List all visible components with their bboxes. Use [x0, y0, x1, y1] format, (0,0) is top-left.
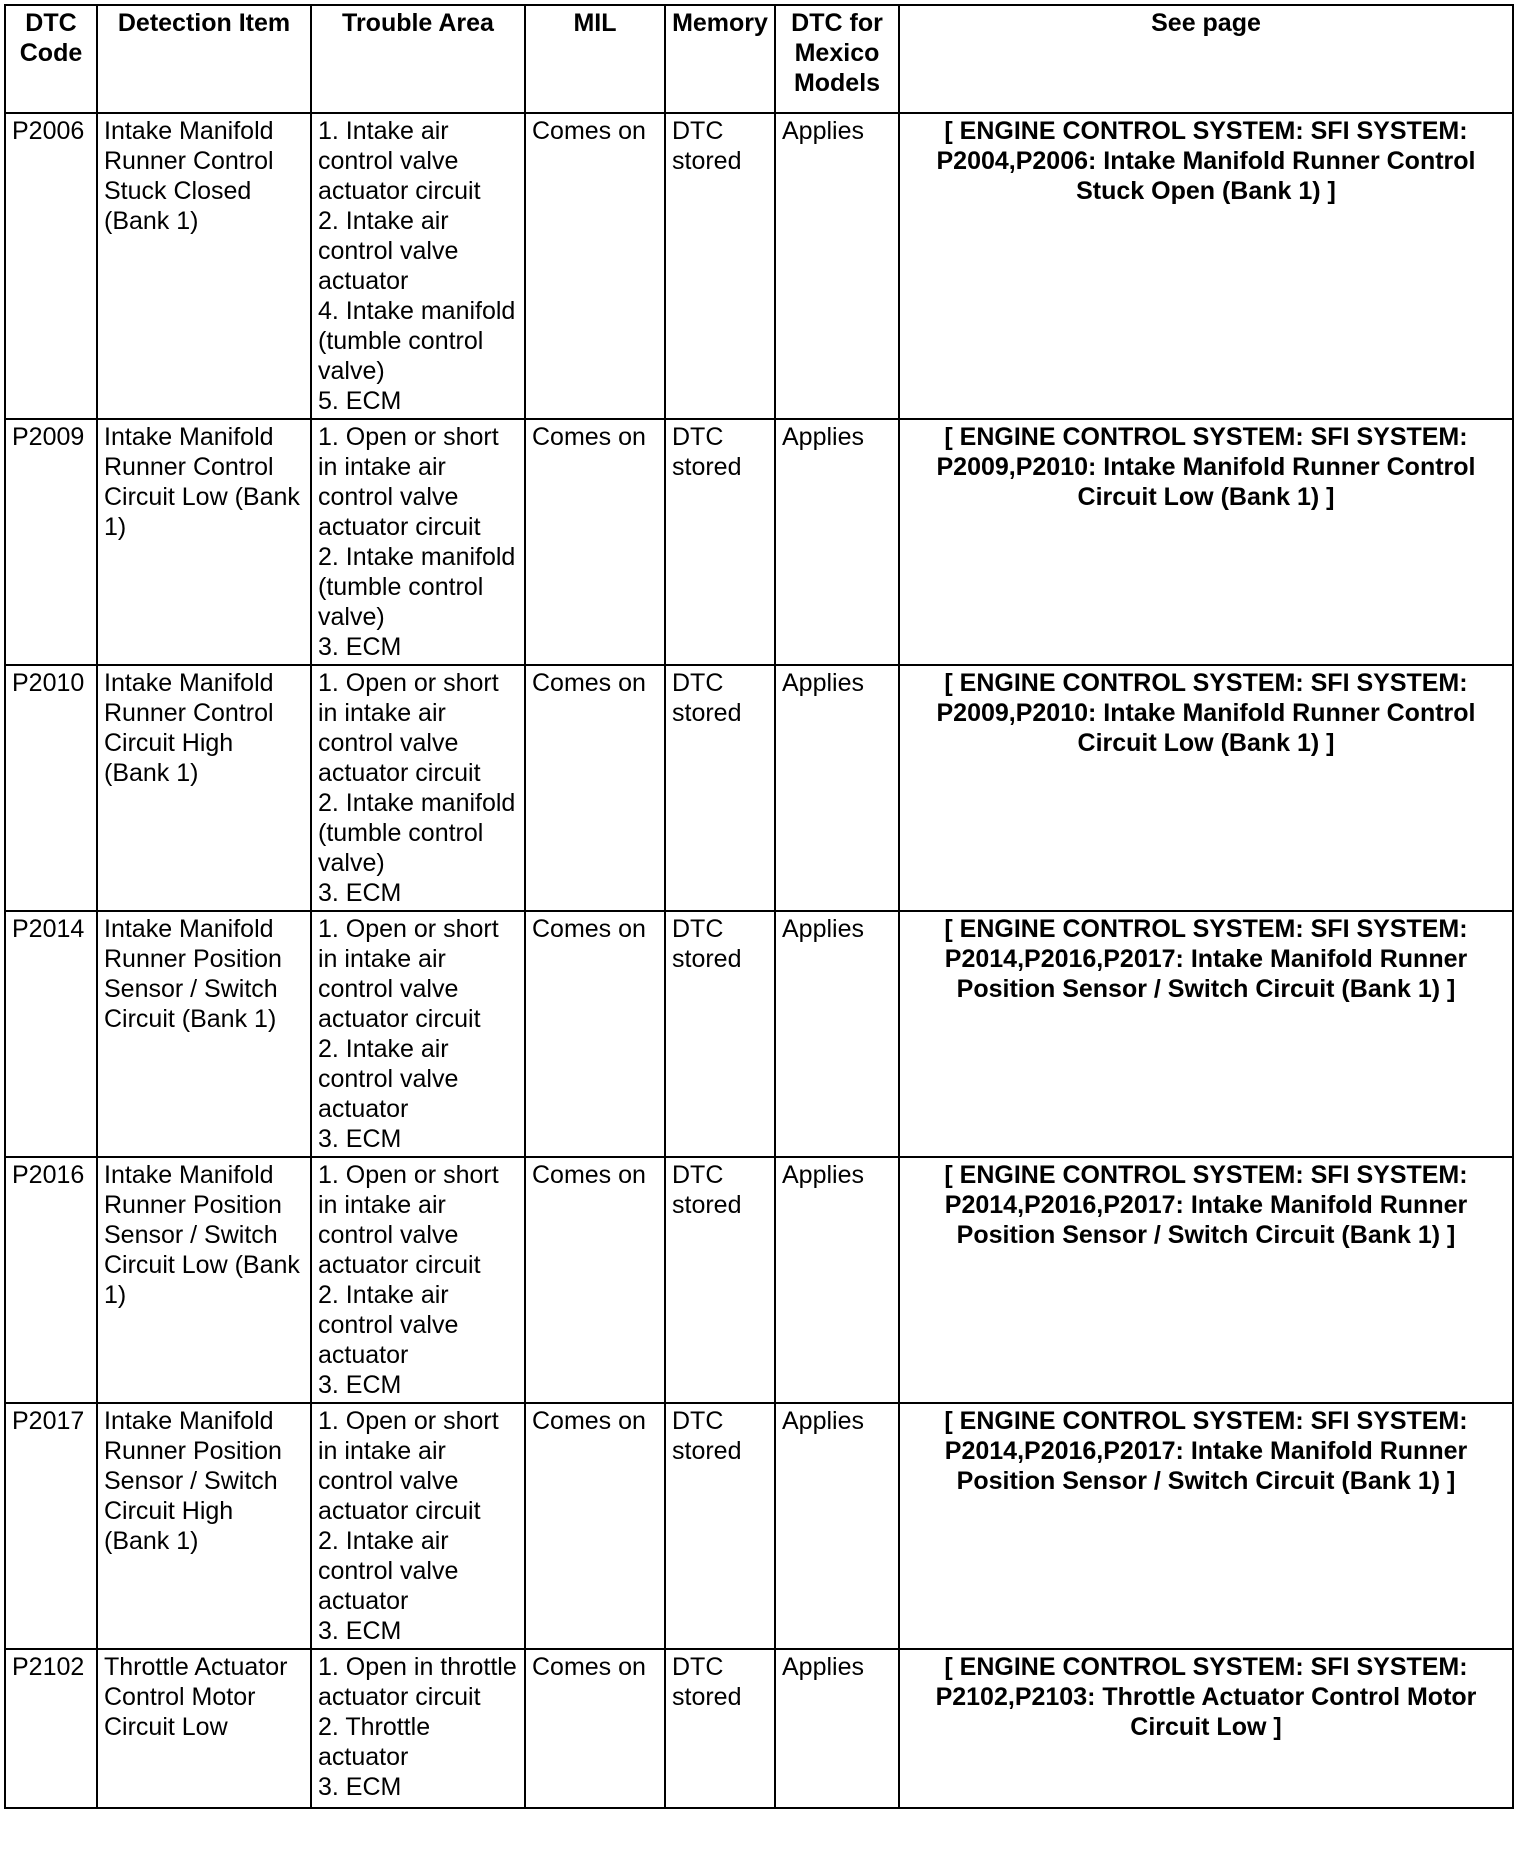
- dtc-code-cell: P2102: [5, 1649, 97, 1808]
- header-memory: Memory: [665, 5, 775, 113]
- table-row: [5, 911, 1513, 1157]
- mil-cell: Comes on: [525, 665, 665, 911]
- mexico-cell: Applies: [775, 1649, 899, 1808]
- detection-item-cell: Intake Manifold Runner Position Sensor / Switch Circuit (Bank 1): [97, 911, 311, 1157]
- see-page-link[interactable]: [ ENGINE CONTROL SYSTEM: SFI SYSTEM: P2014,P2016,P2017: Intake Manifold Runner Position Sensor / Switch Circuit (Bank 1) ]: [899, 1157, 1513, 1403]
- table-row: [5, 1157, 1513, 1403]
- trouble-area-cell: 1. Open or short in intake air control valve actuator circuit 2. Intake manifold (tumble control valve) 3. ECM: [311, 665, 525, 911]
- dtc-code-cell: P2009: [5, 419, 97, 665]
- mil-cell: Comes on: [525, 1403, 665, 1649]
- dtc-code-cell: P2010: [5, 665, 97, 911]
- see-page-link[interactable]: [ ENGINE CONTROL SYSTEM: SFI SYSTEM: P2014,P2016,P2017: Intake Manifold Runner Position Sensor / Switch Circuit (Bank 1) ]: [899, 1403, 1513, 1649]
- see-page-link[interactable]: [ ENGINE CONTROL SYSTEM: SFI SYSTEM: P2009,P2010: Intake Manifold Runner Control Circuit Low (Bank 1) ]: [899, 419, 1513, 665]
- header-detection-item: Detection Item: [97, 5, 311, 113]
- mil-cell: Comes on: [525, 911, 665, 1157]
- mexico-cell: Applies: [775, 911, 899, 1157]
- trouble-area-cell: 1. Open or short in intake air control valve actuator circuit 2. Intake manifold (tumble control valve) 3. ECM: [311, 419, 525, 665]
- table-header: [5, 5, 1513, 113]
- mexico-cell: Applies: [775, 113, 899, 419]
- mil-cell: Comes on: [525, 1157, 665, 1403]
- table-row: [5, 1403, 1513, 1649]
- dtc-code-cell: P2017: [5, 1403, 97, 1649]
- dtc-table: [4, 4, 1514, 1809]
- trouble-area-cell: 1. Open or short in intake air control valve actuator circuit 2. Intake air control valve actuator 3. ECM: [311, 1157, 525, 1403]
- table-row: [5, 113, 1513, 419]
- mil-cell: Comes on: [525, 113, 665, 419]
- trouble-area-cell: 1. Open in throttle actuator circuit 2. Throttle actuator 3. ECM: [311, 1649, 525, 1808]
- trouble-area-cell: 1. Intake air control valve actuator circuit 2. Intake air control valve actuator 4. Intake manifold (tumble control valve) 5. ECM: [311, 113, 525, 419]
- memory-cell: DTC stored: [665, 1403, 775, 1649]
- header-mil: MIL: [525, 5, 665, 113]
- header-dtc-code: DTC Code: [5, 5, 97, 113]
- table-row: [5, 419, 1513, 665]
- memory-cell: DTC stored: [665, 419, 775, 665]
- memory-cell: DTC stored: [665, 665, 775, 911]
- header-trouble-area: Trouble Area: [311, 5, 525, 113]
- memory-cell: DTC stored: [665, 1649, 775, 1808]
- detection-item-cell: Intake Manifold Runner Control Circuit High (Bank 1): [97, 665, 311, 911]
- detection-item-cell: Intake Manifold Runner Position Sensor / Switch Circuit High (Bank 1): [97, 1403, 311, 1649]
- trouble-area-cell: 1. Open or short in intake air control valve actuator circuit 2. Intake air control valve actuator 3. ECM: [311, 911, 525, 1157]
- see-page-link[interactable]: [ ENGINE CONTROL SYSTEM: SFI SYSTEM: P2102,P2103: Throttle Actuator Control Motor Circuit Low ]: [899, 1649, 1513, 1808]
- header-see-page: See page: [899, 5, 1513, 113]
- detection-item-cell: Throttle Actuator Control Motor Circuit Low: [97, 1649, 311, 1808]
- dtc-code-cell: P2014: [5, 911, 97, 1157]
- see-page-link[interactable]: [ ENGINE CONTROL SYSTEM: SFI SYSTEM: P2009,P2010: Intake Manifold Runner Control Circuit Low (Bank 1) ]: [899, 665, 1513, 911]
- table-row: [5, 665, 1513, 911]
- header-dtc-mexico: DTC for Mexico Models: [775, 5, 899, 113]
- detection-item-cell: Intake Manifold Runner Control Circuit Low (Bank 1): [97, 419, 311, 665]
- see-page-link[interactable]: [ ENGINE CONTROL SYSTEM: SFI SYSTEM: P2014,P2016,P2017: Intake Manifold Runner Position Sensor / Switch Circuit (Bank 1) ]: [899, 911, 1513, 1157]
- detection-item-cell: Intake Manifold Runner Control Stuck Closed (Bank 1): [97, 113, 311, 419]
- trouble-area-cell: 1. Open or short in intake air control valve actuator circuit 2. Intake air control valve actuator 3. ECM: [311, 1403, 525, 1649]
- table-row: [5, 1649, 1513, 1808]
- mexico-cell: Applies: [775, 419, 899, 665]
- mexico-cell: Applies: [775, 1157, 899, 1403]
- memory-cell: DTC stored: [665, 1157, 775, 1403]
- mexico-cell: Applies: [775, 1403, 899, 1649]
- see-page-link[interactable]: [ ENGINE CONTROL SYSTEM: SFI SYSTEM: P2004,P2006: Intake Manifold Runner Control Stuck Open (Bank 1) ]: [899, 113, 1513, 419]
- table-body: [5, 113, 1513, 1808]
- mil-cell: Comes on: [525, 419, 665, 665]
- dtc-code-cell: P2006: [5, 113, 97, 419]
- memory-cell: DTC stored: [665, 911, 775, 1157]
- memory-cell: DTC stored: [665, 113, 775, 419]
- mexico-cell: Applies: [775, 665, 899, 911]
- header-row: [5, 5, 1513, 113]
- detection-item-cell: Intake Manifold Runner Position Sensor / Switch Circuit Low (Bank 1): [97, 1157, 311, 1403]
- mil-cell: Comes on: [525, 1649, 665, 1808]
- dtc-code-cell: P2016: [5, 1157, 97, 1403]
